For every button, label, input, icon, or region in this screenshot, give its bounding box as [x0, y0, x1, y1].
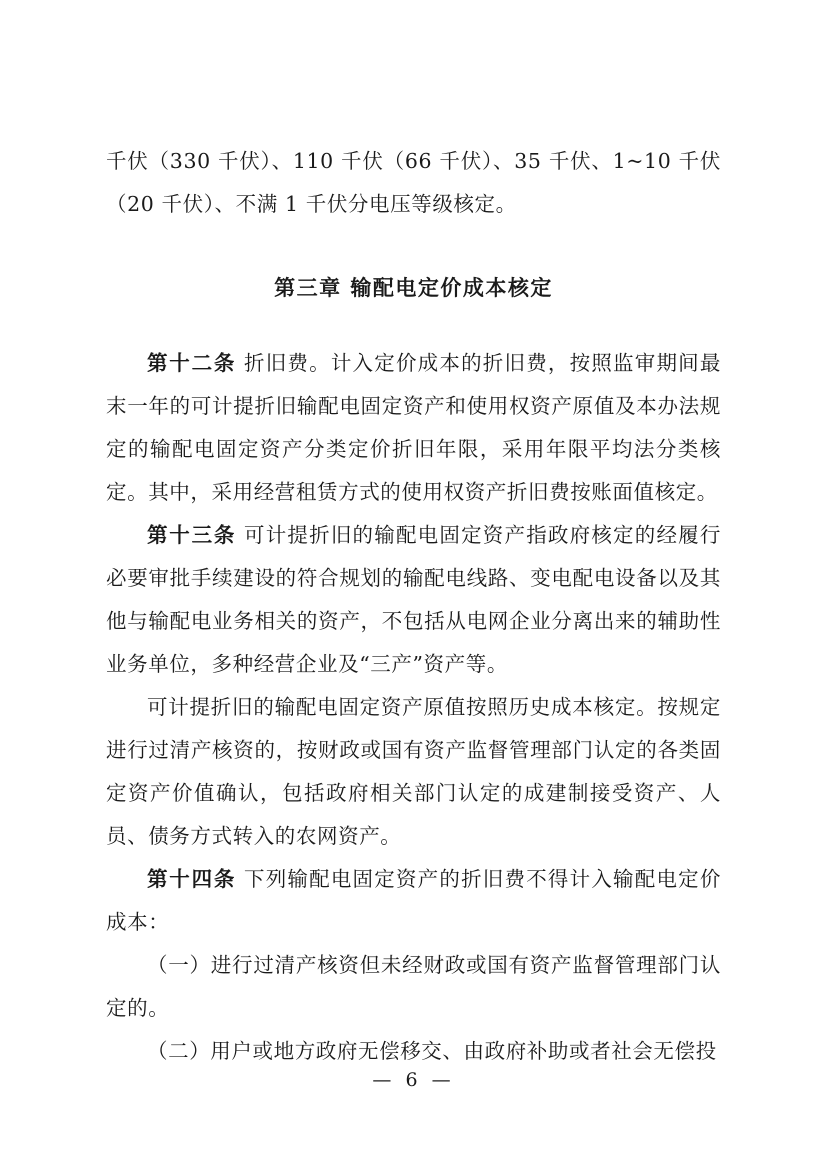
page-number — [0, 1069, 827, 1091]
article-13 — [106, 514, 721, 686]
page-number-text: — 6 — — [372, 1069, 455, 1091]
article-12 — [106, 342, 721, 514]
article-12-label: 第十二条 — [147, 351, 237, 375]
article-14-text: 下列输配电固定资产的折旧费不得计入输配电定价成本： — [106, 867, 721, 934]
article-12-text: 折旧费。计入定价成本的折旧费，按照监审期间最末一年的可计提折旧输配电固定资产和使用权资产原值及本办法规定的输配电固定资产分类定价折旧年限，采用年限平均法分类核定。其中，采用经营租赁方式的使用权资产折旧费按账面值核定。 — [106, 351, 721, 504]
article-14-label: 第十四条 — [147, 867, 237, 891]
article-13-text: 可计提折旧的输配电固定资产指政府核定的经履行必要审批手续建设的符合规划的输配电线路、变电配电设备以及其他与输配电业务相关的资产，不包括从电网企业分离出来的辅助性业务单位，多种经营企业及“三产”资产等。 — [106, 523, 721, 676]
article-13-second-paragraph-text: 可计提折旧的输配电固定资产原值按照历史成本核定。按规定进行过清产核资的，按财政或国有资产监督管理部门认定的各类固定资产价值确认，包括政府相关部门认定的成建制接受资产、人员、债务方式转入的农网资产。 — [106, 695, 721, 848]
chapter-heading: 第三章 输配电定价成本核定 — [274, 275, 553, 300]
article-13-second-paragraph — [106, 686, 721, 858]
article-13-label: 第十三条 — [147, 523, 237, 547]
article-14 — [106, 858, 721, 944]
list-item: （二）用户或地方政府无偿移交、由政府补助或者社会无偿投 — [147, 1039, 717, 1063]
list-item: （一）进行过清产核资但未经财政或国有资产监督管理部门认定的。 — [106, 953, 721, 1020]
paragraph-continued: 千伏（330 千伏）、110 千伏（66 千伏）、35 千伏、1~10 千伏（20 千伏）、不满 1 千伏分电压等级核定。 — [106, 149, 721, 216]
